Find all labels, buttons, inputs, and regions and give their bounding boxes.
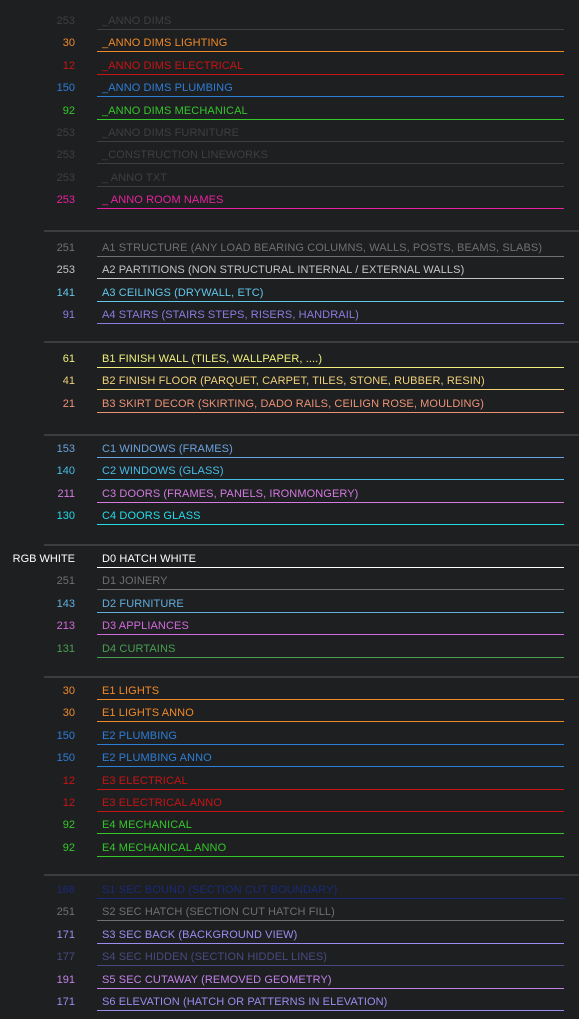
layer-name: E4 MECHANICAL ANNO [102, 842, 227, 854]
layer-color-index: 150 [56, 752, 75, 764]
layer-name: _ANNO DIMS ELECTRICAL [102, 60, 244, 72]
layer-row[interactable] [0, 33, 579, 55]
layer-color-index: 30 [62, 707, 75, 719]
layer-color-index: 191 [56, 974, 75, 986]
layer-color-index: 211 [57, 488, 75, 500]
layer-row[interactable] [0, 78, 579, 100]
group-separator [44, 341, 579, 343]
layer-color-line [97, 744, 564, 745]
layer-name: E4 MECHANICAL [102, 819, 192, 831]
layer-row[interactable] [0, 992, 579, 1014]
layer-name: D3 APPLIANCES [102, 620, 189, 632]
layer-color-index: 30 [62, 37, 75, 49]
layer-color-index: 91 [62, 309, 75, 321]
layer-color-line [97, 29, 564, 30]
layer-name: E2 PLUMBING ANNO [102, 752, 212, 764]
layer-color-line [97, 479, 564, 480]
layer-color-index: 143 [56, 598, 75, 610]
layer-row[interactable] [0, 260, 579, 282]
layer-color-line [97, 589, 564, 590]
layer-color-line [97, 96, 564, 97]
layer-color-index: 213 [56, 620, 75, 632]
layer-name: C3 DOORS (FRAMES, PANELS, IRONMONGERY) [102, 488, 359, 500]
layer-name: _ANNO DIMS PLUMBING [102, 82, 233, 94]
layer-color-index: 251 [56, 906, 75, 918]
layer-row[interactable] [0, 594, 579, 616]
layer-row[interactable] [0, 439, 579, 461]
layer-color-index: 253 [56, 127, 75, 139]
layer-name: D1 JOINERY [102, 575, 168, 587]
layer-color-line [97, 301, 564, 302]
layer-row[interactable] [0, 703, 579, 725]
layer-color-line [97, 208, 564, 209]
layer-color-index: 12 [62, 797, 75, 809]
layer-color-index: 251 [56, 575, 75, 587]
layer-name: B3 SKIRT DECOR (SKIRTING, DADO RAILS, CEILIGN ROSE, MOULDING) [102, 398, 485, 410]
layer-color-line [97, 920, 564, 921]
layer-color-line [97, 789, 564, 790]
layer-name: S5 SEC CUTAWAY (REMOVED GEOMETRY) [102, 974, 332, 986]
layer-row[interactable] [0, 305, 579, 327]
layer-name: _CONSTRUCTION LINEWORKS [102, 149, 269, 161]
layer-color-line [97, 898, 564, 899]
layer-color-line [97, 612, 564, 613]
layer-color-index: 12 [62, 60, 75, 72]
layer-name: A2 PARTITIONS (NON STRUCTURAL INTERNAL / EXTERNAL WALLS) [102, 264, 465, 276]
layer-color-index: 140 [56, 465, 75, 477]
layer-color-line [97, 278, 564, 279]
layer-row[interactable] [0, 748, 579, 770]
layer-color-line [97, 721, 564, 722]
group-separator [44, 676, 579, 678]
layer-color-line [97, 988, 564, 989]
layer-color-index: 150 [56, 730, 75, 742]
layer-row[interactable] [0, 394, 579, 416]
layer-name: E1 LIGHTS [102, 685, 160, 697]
layer-color-index: 150 [56, 82, 75, 94]
layer-color-line [97, 502, 564, 503]
layer-row[interactable] [0, 902, 579, 924]
layer-color-line [97, 186, 564, 187]
layer-name: E3 ELECTRICAL [102, 775, 188, 787]
layer-color-index: 171 [56, 996, 75, 1008]
layer-color-index: 131 [56, 643, 75, 655]
layer-color-line [97, 141, 564, 142]
layer-color-line [97, 567, 564, 568]
layer-row[interactable] [0, 815, 579, 837]
layer-row[interactable] [0, 461, 579, 483]
layer-color-line [97, 833, 564, 834]
layer-row[interactable] [0, 549, 579, 571]
layer-color-index: 130 [56, 510, 75, 522]
layer-row[interactable] [0, 56, 579, 78]
layer-row[interactable] [0, 506, 579, 528]
layer-name: B1 FINISH WALL (TILES, WALLPAPER, ....) [102, 353, 323, 365]
layer-name: _ANNO DIMS MECHANICAL [102, 105, 248, 117]
layer-name: _ANNO DIMS LIGHTING [102, 37, 228, 49]
layer-row[interactable] [0, 616, 579, 638]
layer-row[interactable] [0, 771, 579, 793]
layer-row[interactable] [0, 571, 579, 593]
layer-name: S1 SEC BOUND (SECTION CUT BOUNDARY) [102, 884, 338, 896]
layer-name: _ ANNO TXT [102, 172, 167, 184]
layer-row[interactable] [0, 371, 579, 393]
layer-name: _ANNO DIMS FURNITURE [102, 127, 240, 139]
layer-color-line [97, 51, 564, 52]
layer-name: D0 HATCH WHITE [102, 553, 197, 565]
layer-row[interactable] [0, 947, 579, 969]
layer-color-index: 153 [56, 443, 75, 455]
layer-color-line [97, 367, 564, 368]
layer-color-line [97, 699, 564, 700]
layer-name: _ ANNO ROOM NAMES [102, 194, 224, 206]
layer-row[interactable] [0, 283, 579, 305]
layer-row[interactable] [0, 349, 579, 371]
layer-color-index: 253 [56, 15, 75, 27]
layer-color-index: 253 [56, 172, 75, 184]
layer-name: E3 ELECTRICAL ANNO [102, 797, 222, 809]
layer-color-index: 168 [56, 884, 75, 896]
layer-row[interactable] [0, 238, 579, 260]
layer-row[interactable] [0, 880, 579, 902]
layer-color-index: RGB WHITE [12, 553, 75, 565]
layer-name: D4 CURTAINS [102, 643, 176, 655]
layer-row[interactable] [0, 838, 579, 860]
layer-color-line [97, 524, 564, 525]
layer-name: A4 STAIRS (STAIRS STEPS, RISERS, HANDRAIL) [102, 309, 359, 321]
layer-color-index: 92 [62, 819, 75, 831]
layer-name: B2 FINISH FLOOR (PARQUET, CARPET, TILES, STONE, RUBBER, RESIN) [102, 375, 485, 387]
layer-name: C2 WINDOWS (GLASS) [102, 465, 224, 477]
layer-color-index: 41 [62, 375, 75, 387]
layer-name: S3 SEC BACK (BACKGROUND VIEW) [102, 929, 298, 941]
layer-color-index: 141 [56, 287, 75, 299]
layer-color-index: 92 [62, 105, 75, 117]
layer-row[interactable] [0, 484, 579, 506]
layer-row[interactable] [0, 145, 579, 167]
layer-row[interactable] [0, 168, 579, 190]
layer-name: C4 DOORS GLASS [102, 510, 201, 522]
layer-color-index: 30 [62, 685, 75, 697]
layer-name: S4 SEC HIDDEN (SECTION HIDDEL LINES) [102, 951, 328, 963]
layer-row[interactable] [0, 793, 579, 815]
group-separator [44, 230, 579, 232]
layer-color-line [97, 965, 564, 966]
layer-row[interactable] [0, 970, 579, 992]
layer-name: E1 LIGHTS ANNO [102, 707, 194, 719]
layer-color-line [97, 856, 564, 857]
layer-color-line [97, 1010, 564, 1011]
layer-row[interactable] [0, 639, 579, 661]
layer-row[interactable] [0, 11, 579, 33]
layer-name: A1 STRUCTURE (ANY LOAD BEARING COLUMNS, WALLS, POSTS, BEAMS, SLABS) [102, 242, 543, 254]
layer-row[interactable] [0, 925, 579, 947]
layer-color-line [97, 943, 564, 944]
layer-color-line [97, 323, 564, 324]
layer-color-line [97, 634, 564, 635]
layer-color-line [97, 119, 564, 120]
layer-color-line [97, 457, 564, 458]
layer-name: _ANNO DIMS [102, 15, 172, 27]
layer-name: S6 ELEVATION (HATCH OR PATTERNS IN ELEVATION) [102, 996, 388, 1008]
layer-name: A3 CEILINGS (DRYWALL, ETC) [102, 287, 264, 299]
layer-color-index: 251 [56, 242, 75, 254]
layer-color-line [97, 657, 564, 658]
layer-row[interactable] [0, 190, 579, 212]
layer-color-line [97, 766, 564, 767]
layer-name: C1 WINDOWS (FRAMES) [102, 443, 233, 455]
layer-color-line [97, 74, 564, 75]
layer-name: E2 PLUMBING [102, 730, 178, 742]
layer-color-line [97, 811, 564, 812]
layer-color-index: 171 [56, 929, 75, 941]
layer-color-index: 21 [62, 398, 75, 410]
group-separator [44, 874, 579, 876]
layer-row[interactable] [0, 123, 579, 145]
layer-row[interactable] [0, 726, 579, 748]
layer-color-line [97, 389, 564, 390]
layer-color-index: 253 [56, 264, 75, 276]
group-separator [44, 434, 579, 436]
layer-color-index: 92 [62, 842, 75, 854]
layer-row[interactable] [0, 101, 579, 123]
layer-color-index: 61 [62, 353, 75, 365]
layer-row[interactable] [0, 681, 579, 703]
layer-name: S2 SEC HATCH (SECTION CUT HATCH FILL) [102, 906, 335, 918]
layer-color-index: 177 [56, 951, 75, 963]
layer-name: D2 FURNITURE [102, 598, 184, 610]
layer-color-line [97, 412, 564, 413]
layer-color-line [97, 163, 564, 164]
layer-color-line [97, 256, 564, 257]
layer-color-index: 253 [56, 194, 75, 206]
layer-color-index: 253 [56, 149, 75, 161]
layer-color-index: 12 [62, 775, 75, 787]
group-separator [44, 544, 579, 546]
